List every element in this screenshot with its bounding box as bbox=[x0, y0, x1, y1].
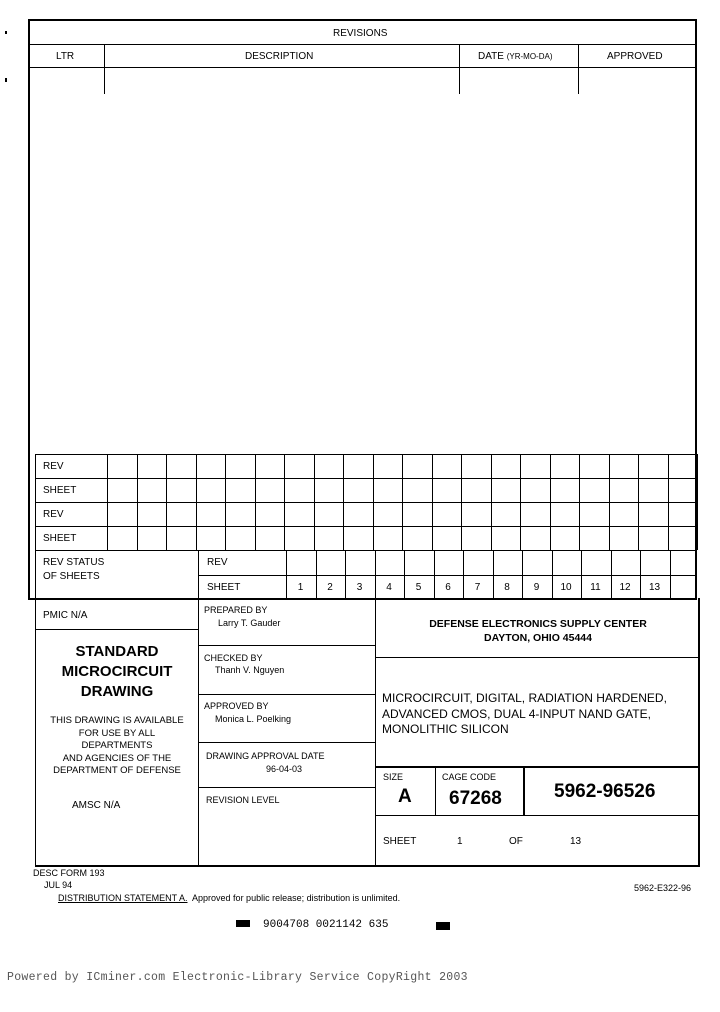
grid-col-line bbox=[461, 454, 462, 550]
sheet-number-cell: 3 bbox=[356, 582, 363, 593]
rev-row-1-label: REV bbox=[43, 461, 64, 472]
sheet-row-1-label: SHEET bbox=[43, 485, 77, 496]
cage-divider bbox=[523, 766, 525, 815]
rev-status-rev-label: REV bbox=[207, 557, 228, 568]
grid-col-line bbox=[196, 454, 197, 550]
status-col-line bbox=[375, 550, 376, 598]
col-approved-header: APPROVED bbox=[607, 51, 663, 62]
checked-by-name: Thanh V. Nguyen bbox=[215, 665, 285, 675]
grid-col-line bbox=[668, 454, 669, 550]
drawing-type-title bbox=[36, 642, 198, 702]
grid-col-line bbox=[520, 454, 521, 550]
grid-col-line bbox=[402, 454, 403, 550]
form-number: 5962-E322-96 bbox=[634, 883, 692, 893]
sheet-number-cell: 5 bbox=[415, 582, 422, 593]
approved-by-name: Monica L. Poelking bbox=[215, 714, 292, 724]
sig-divider bbox=[198, 787, 375, 788]
grid-col-line bbox=[432, 454, 433, 550]
size-label: SIZE bbox=[383, 772, 404, 782]
title-line-2: MICROCIRCUIT bbox=[61, 663, 173, 680]
approved-by-label: APPROVED BY bbox=[204, 701, 269, 711]
rev-title-divider bbox=[28, 44, 697, 45]
status-col-line bbox=[640, 550, 641, 598]
device-line-2: ADVANCED CMOS, DUAL 4-INPUT NAND GATE, bbox=[382, 706, 651, 721]
ident-divider bbox=[375, 815, 700, 816]
col-date-label: DATE bbox=[478, 51, 504, 62]
rev-col-divider-date bbox=[578, 44, 579, 94]
grid-col-line bbox=[550, 454, 551, 550]
sig-divider bbox=[198, 694, 375, 695]
rev-status-sheet-label: SHEET bbox=[207, 582, 241, 593]
cage-code-value: 67268 bbox=[449, 788, 502, 809]
agency-name bbox=[376, 617, 700, 645]
grid-line bbox=[35, 478, 697, 479]
sig-divider bbox=[198, 645, 375, 646]
distribution-text: Approved for public release; distribution is unlimited. bbox=[192, 893, 401, 903]
status-col-line bbox=[434, 550, 435, 598]
revision-level-label: REVISION LEVEL bbox=[206, 795, 280, 805]
grid-line bbox=[35, 550, 697, 551]
col-date-header bbox=[478, 52, 553, 62]
grid-line bbox=[198, 550, 199, 598]
grid-col-line bbox=[255, 454, 256, 550]
title-line-3: DRAWING bbox=[80, 683, 154, 700]
grid-col-line bbox=[137, 454, 138, 550]
grid-line bbox=[199, 575, 697, 576]
status-col-line bbox=[404, 550, 405, 598]
col-ltr-header: LTR bbox=[56, 51, 75, 62]
tb-pmic-divider bbox=[35, 629, 198, 630]
grid-line bbox=[28, 598, 697, 600]
sheet-number-cell: 2 bbox=[327, 582, 333, 593]
scan-speck bbox=[5, 78, 7, 82]
grid-col-line bbox=[284, 454, 285, 550]
approval-date-value: 96-04-03 bbox=[266, 764, 303, 774]
rev-frame-top bbox=[28, 19, 697, 21]
rev-status-label-2: OF SHEETS bbox=[43, 571, 100, 582]
sheet-row-2-label: SHEET bbox=[43, 533, 77, 544]
checked-by-label: CHECKED BY bbox=[204, 653, 263, 663]
grid-line bbox=[35, 526, 697, 527]
revisions-title: REVISIONS bbox=[333, 28, 388, 39]
rev-header-divider bbox=[28, 67, 697, 68]
sheet-number-cell: 7 bbox=[474, 582, 481, 593]
status-col-line bbox=[581, 550, 582, 598]
sheet-number-cell: 12 bbox=[619, 582, 631, 593]
status-col-line bbox=[345, 550, 346, 598]
grid-col-line bbox=[609, 454, 610, 550]
grid-col-line bbox=[166, 454, 167, 550]
agency-line-2: DAYTON, OHIO 45444 bbox=[484, 632, 592, 644]
grid-col-line bbox=[343, 454, 344, 550]
sheet-number-cell: 1 bbox=[297, 582, 304, 593]
grid-col-line bbox=[225, 454, 226, 550]
size-value: A bbox=[398, 786, 412, 807]
availability-statement bbox=[36, 715, 198, 778]
tb-frame-bottom bbox=[35, 865, 700, 867]
sheet-number-cell: 8 bbox=[504, 582, 510, 593]
device-line-3: MONOLITHIC SILICON bbox=[382, 722, 509, 736]
status-col-line bbox=[316, 550, 317, 598]
agency-line-1: DEFENSE ELECTRONICS SUPPLY CENTER bbox=[429, 618, 647, 630]
grid-line bbox=[35, 454, 697, 455]
rev-frame-left bbox=[28, 19, 30, 599]
grid-col-line bbox=[314, 454, 315, 550]
status-col-line bbox=[522, 550, 523, 598]
sheet-number-cell: 4 bbox=[386, 582, 392, 593]
device-line-1: MICROCIRCUIT, DIGITAL, RADIATION HARDENED, bbox=[382, 691, 667, 705]
grid-col-line bbox=[697, 454, 698, 550]
status-col-line bbox=[611, 550, 612, 598]
rev-col-divider-desc bbox=[459, 44, 460, 94]
grid-line bbox=[35, 454, 36, 598]
availability-line-1: THIS DRAWING IS AVAILABLE bbox=[50, 715, 184, 726]
col-description-header: DESCRIPTION bbox=[245, 51, 314, 62]
barcode-text: 9004708 0021142 635 bbox=[263, 919, 389, 931]
rev-col-divider-ltr bbox=[104, 44, 105, 94]
rev-row-2-label: REV bbox=[43, 509, 64, 520]
sheet-number-cell: 6 bbox=[445, 582, 451, 593]
pmic-label: PMIC N/A bbox=[43, 610, 88, 621]
distribution-statement bbox=[58, 894, 400, 903]
size-divider bbox=[435, 766, 436, 815]
distribution-label: DISTRIBUTION STATEMENT A. bbox=[58, 893, 188, 903]
form-id-line-1: DESC FORM 193 bbox=[33, 868, 105, 878]
barcode-mark-right bbox=[436, 922, 450, 930]
availability-line-4: AND AGENCIES OF THE bbox=[62, 752, 172, 764]
sheet-number-cell: 11 bbox=[590, 582, 601, 593]
availability-line-3: DEPARTMENTS bbox=[81, 740, 153, 751]
sig-divider bbox=[198, 742, 375, 743]
title-line-1: STANDARD bbox=[75, 643, 159, 660]
approval-date-label: DRAWING APPROVAL DATE bbox=[206, 751, 325, 761]
grid-col-line bbox=[638, 454, 639, 550]
form-id-line-2: JUL 94 bbox=[44, 880, 73, 890]
sheet-value: 1 bbox=[457, 836, 463, 847]
sheet-number-cell: 10 bbox=[560, 582, 572, 593]
grid-col-line bbox=[373, 454, 374, 550]
device-divider bbox=[375, 766, 700, 768]
agency-divider bbox=[375, 657, 700, 658]
device-title bbox=[382, 691, 667, 738]
status-col-line bbox=[552, 550, 553, 598]
col-date-format: (YR-MO-DA) bbox=[506, 52, 553, 61]
status-col-line bbox=[463, 550, 464, 598]
scan-speck bbox=[5, 31, 7, 34]
grid-col-line bbox=[579, 454, 580, 550]
sheet-label: SHEET bbox=[383, 836, 417, 847]
status-col-line bbox=[670, 550, 671, 598]
amsc-label: AMSC N/A bbox=[72, 800, 121, 811]
sheet-number-cell: 13 bbox=[648, 582, 661, 593]
sheet-number-cell: 9 bbox=[533, 582, 540, 593]
cage-code-label: CAGE CODE bbox=[442, 772, 497, 782]
status-col-line bbox=[286, 550, 287, 598]
availability-line-5: DEPARTMENT OF DEFENSE bbox=[53, 765, 181, 776]
prepared-by-label: PREPARED BY bbox=[204, 605, 268, 615]
barcode-mark-left bbox=[236, 920, 250, 927]
watermark-text: Powered by ICminer.com Electronic-Library Service CopyRight 2003 bbox=[7, 971, 468, 984]
drawing-number: 5962-96526 bbox=[554, 781, 656, 802]
availability-line-2: FOR USE BY ALL bbox=[78, 727, 156, 739]
grid-line bbox=[35, 502, 697, 503]
grid-col-line bbox=[107, 454, 108, 550]
of-label: OF bbox=[509, 836, 523, 847]
status-col-line bbox=[493, 550, 494, 598]
rev-status-label-1: REV STATUS bbox=[43, 557, 105, 568]
sheet-total: 13 bbox=[570, 836, 582, 847]
grid-col-line bbox=[491, 454, 492, 550]
prepared-by-name: Larry T. Gauder bbox=[218, 618, 281, 628]
tb-divider-left bbox=[198, 598, 199, 865]
